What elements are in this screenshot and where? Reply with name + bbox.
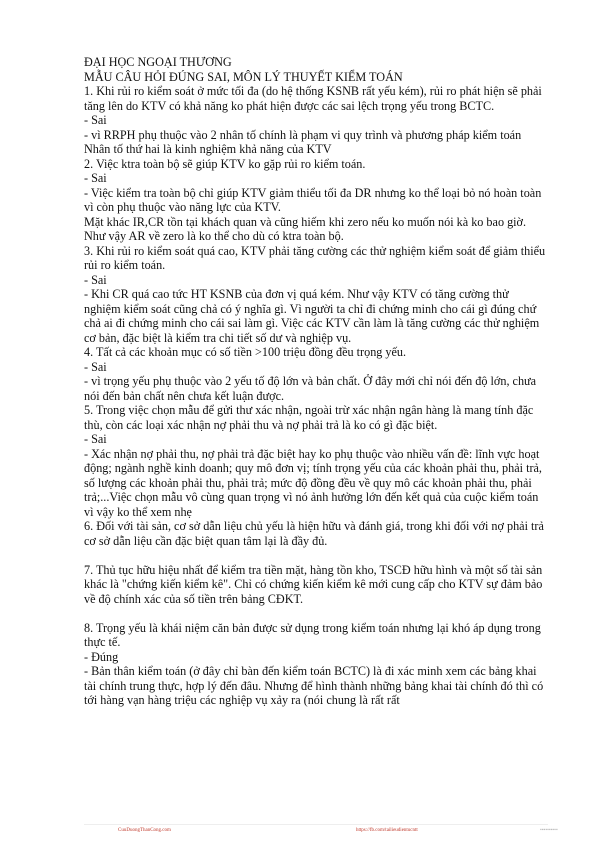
school-name: ĐẠI HỌC NGOẠI THƯƠNG xyxy=(84,55,232,69)
text-line: - Khi CR quá cao tức HT KSNB của đơn vị quá kém. Như vậy KTV có tăng cường thử nghiệm kiểm soát cũng chả có ý nghĩa gì. Vì người ta chỉ đi chứng minh cho cái gì đúng chứ chả ai đi chứng minh cho cái sai làm gì. Việc các KTV cần làm là tăng cường các thử nghiệm cơ bản, đặc biệt là kiểm tra chi tiết số dư và nghiệp vụ. xyxy=(84,287,540,345)
text-line: - Sai xyxy=(84,432,107,446)
document-body xyxy=(84,55,548,708)
footer-divider xyxy=(84,824,548,825)
text-line: 2. Việc ktra toàn bộ sẽ giúp KTV ko gặp rủi ro kiểm toán. xyxy=(84,156,366,171)
text-line: 4. Tất cả các khoản mục có số tiền >100 triệu đồng đều trọng yếu. xyxy=(84,345,407,359)
text-line: - Sai xyxy=(84,359,107,374)
text-line: - Việc kiểm tra toàn bộ chỉ giúp KTV giảm thiểu tối đa DR nhưng ko thể loại bỏ nó hoàn toàn vì còn phụ thuộc vào năng lực của KTV. xyxy=(84,185,542,214)
text-line: - Sai xyxy=(84,113,107,127)
footer-left-link[interactable]: CuuDuongThanCong.com xyxy=(118,828,171,833)
text-line: 1. Khi rủi ro kiểm soát ở mức tối đa (do hệ thống KSNB rất yếu kém), rủi ro phát hiện sẽ phải tăng lên do KTV có khả năng ko phát hiện được các sai lệch trọng yếu trong BCTC. xyxy=(84,84,542,113)
text-line: 5. Trong việc chọn mẫu để gửi thư xác nhận, ngoài trừ xác nhận ngân hàng là mang tính đặc thù, còn các loại xác nhận nợ phải thu và nợ phải trả là ko có gì đặc biệt. xyxy=(84,403,534,432)
page-footer xyxy=(0,826,595,838)
text-line: Nhân tố thứ hai là kinh nghiệm khả năng của KTV xyxy=(84,142,332,156)
text-line: - Đúng xyxy=(84,649,119,664)
text-line: 8. Trọng yếu là khái niệm căn bản được sử dụng trong kiểm toán nhưng lại khó áp dụng trong thực tế. xyxy=(84,620,541,649)
text-line: - vì trọng yếu phụ thuộc vào 2 yếu tố độ lớn và bản chất. Ở đây mới chỉ nói đến độ lớn, chưa nói đến bản chất nên chưa kết luận được. xyxy=(84,374,537,403)
blank-line xyxy=(84,548,548,563)
text-line: 7. Thủ tục hữu hiệu nhất để kiểm tra tiền mặt, hàng tồn kho, TSCĐ hữu hình và một số tài sản khác là "chứng kiến kiểm kê". Chỉ có chứng kiến kiểm kê mới cung cấp cho KTV sự đảm bảo về độ chính xác của số tiền trên bảng CĐKT. xyxy=(84,562,543,606)
text-line: - vì RRPH phụ thuộc vào 2 nhân tố chính là phạm vi quy trình và phương pháp kiểm toán xyxy=(84,127,522,142)
blank-line xyxy=(84,606,548,621)
footer-right-link[interactable]: https://fb.com/tailieudientucntt xyxy=(356,828,418,833)
text-line: 3. Khi rủi ro kiểm soát quá cao, KTV phải tăng cường các thử nghiệm kiểm soát để giảm thiểu rủi ro kiểm toán. xyxy=(84,243,546,272)
text-line: 6. Đối với tài sản, cơ sở dẫn liệu chủ yếu là hiện hữu và đánh giá, trong khi đối với nợ phải trả cơ sở dẫn liệu cần đặc biệt quan tâm lại là đầy đủ. xyxy=(84,519,544,548)
text-line: - Bản thân kiểm toán (ở đây chỉ bàn đến kiểm toán BCTC) là đi xác minh xem các bảng khai tài chính trung thực, hợp lý đến đâu. Nhưng để hình thành những bảng khai tài chính đó thì có tới hàng vạn hàng triệu các nghiệp vụ xảy ra (nói chung là rất rất xyxy=(84,664,544,707)
text-line: Mặt khác IR,CR tồn tại khách quan và cũng hiếm khi zero nếu ko muốn nói kà ko bao giờ. xyxy=(84,214,527,229)
text-line: - Xác nhận nợ phải thu, nợ phải trả đặc biệt hay ko phụ thuộc vào nhiều vấn đề: lĩnh vực hoạt động; ngành nghề kinh doanh; quy mô đơn vị; tính trọng yếu của các khoản phải thu, phải trả, số lượng các khoản phải thu, phải trả; mức độ đồng đều về quy mô các khoản phải thu, phải trả;...Việc chọn mẫu vô cùng quan trọng vì nó ảnh hưởng lớn đến kết quả của cuộc kiểm toán vì vậy ko thể xem nhẹ xyxy=(84,446,542,519)
text-line: - Sai xyxy=(84,171,107,185)
text-line: Như vậy AR về zero là ko thể cho dù có ktra toàn bộ. xyxy=(84,229,344,243)
footer-watermark: ▪▪▪▪▪▪▪▪▪▪ xyxy=(540,828,558,833)
question-list xyxy=(84,84,548,708)
document-title: MẪU CÂU HỎI ĐÚNG SAI, MÔN LÝ THUYẾT KIỂM TOÁN xyxy=(84,69,403,84)
text-line: - Sai xyxy=(84,272,107,287)
